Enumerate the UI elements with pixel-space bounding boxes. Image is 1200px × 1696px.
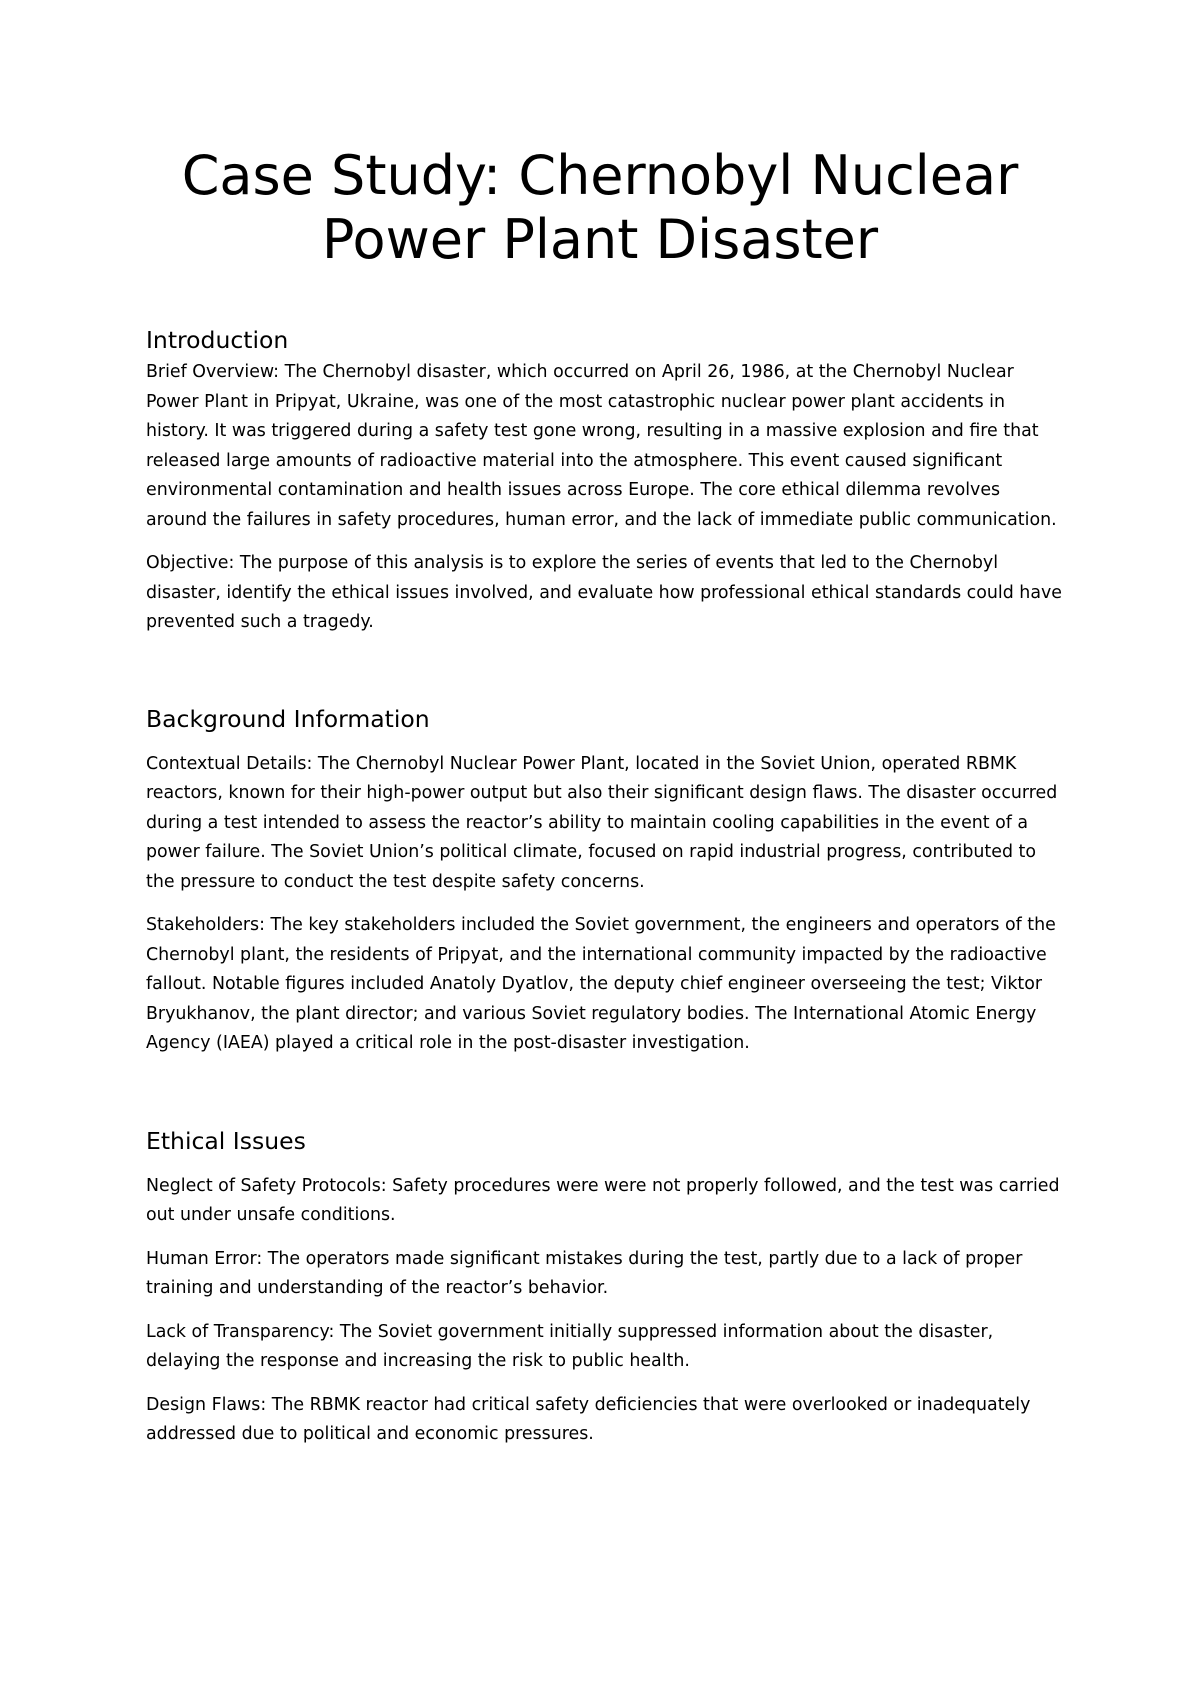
document-title-line-2: Power Plant Disaster — [321, 208, 879, 271]
paragraph-lack-of-transparency: Lack of Transparency: The Soviet government initially suppressed information about the disaster, delaying the response and increasing the risk to public health. — [146, 1321, 994, 1371]
paragraph-human-error: Human Error: The operators made significant mistakes during the test, partly due to a lack of proper training and understanding of the reactor’s behavior. — [146, 1248, 1023, 1298]
document-body — [146, 322, 1066, 1450]
paragraph-neglect-of-safety-protocols: Neglect of Safety Protocols: Safety procedures were were not properly followed, and the test was carried out under unsafe conditions. — [146, 1175, 1060, 1225]
section-heading-background-information: Background Information — [146, 704, 430, 733]
document-title — [100, 144, 1100, 272]
paragraph-brief-overview: Brief Overview: The Chernobyl disaster, which occurred on April 26, 1986, at the Chernobyl Nuclear Power Plant in Pripyat, Ukraine, was one of the most catastrophic nuclear power plant accidents in history. It was triggered during a safety test gone wrong, resulting in a massive explosion and fire that released large amounts of radioactive material into the atmosphere. This event caused significant environmental contamination and health issues across Europe. The core ethical dilemma revolves around the failures in safety procedures, human error, and the lack of immediate public communication. — [146, 362, 1057, 530]
paragraph-objective: Objective: The purpose of this analysis is to explore the series of events that led to the Chernobyl disaster, identify the ethical issues involved, and evaluate how professional ethical standards could have prevented such a tragedy. — [146, 553, 1062, 632]
paragraph-contextual-details: Contextual Details: The Chernobyl Nuclear Power Plant, located in the Soviet Union, operated RBMK reactors, known for their high-power output but also their significant design flaws. The disaster occurred during a test intended to assess the reactor’s ability to maintain cooling capabilities in the event of a power failure. The Soviet Union’s political climate, focused on rapid industrial progress, contributed to the pressure to conduct the test despite safety concerns. — [146, 753, 1058, 892]
paragraph-stakeholders: Stakeholders: The key stakeholders included the Soviet government, the engineers and operators of the Chernobyl plant, the residents of Pripyat, and the international community impacted by the radioactive fallout. Notable figures included Anatoly Dyatlov, the deputy chief engineer overseeing the test; Viktor Bryukhanov, the plant director; and various Soviet regulatory bodies. The International Atomic Energy Agency (IAEA) played a critical role in the post-disaster investigation. — [146, 915, 1056, 1053]
document-title-line-1: Case Study: Chernobyl Nuclear — [181, 144, 1019, 207]
paragraph-design-flaws: Design Flaws: The RBMK reactor had critical safety deficiencies that were overlooked or inadequately addressed due to political and economic pressures. — [146, 1394, 1031, 1444]
section-heading-ethical-issues: Ethical Issues — [146, 1126, 306, 1155]
section-heading-introduction: Introduction — [146, 326, 289, 354]
